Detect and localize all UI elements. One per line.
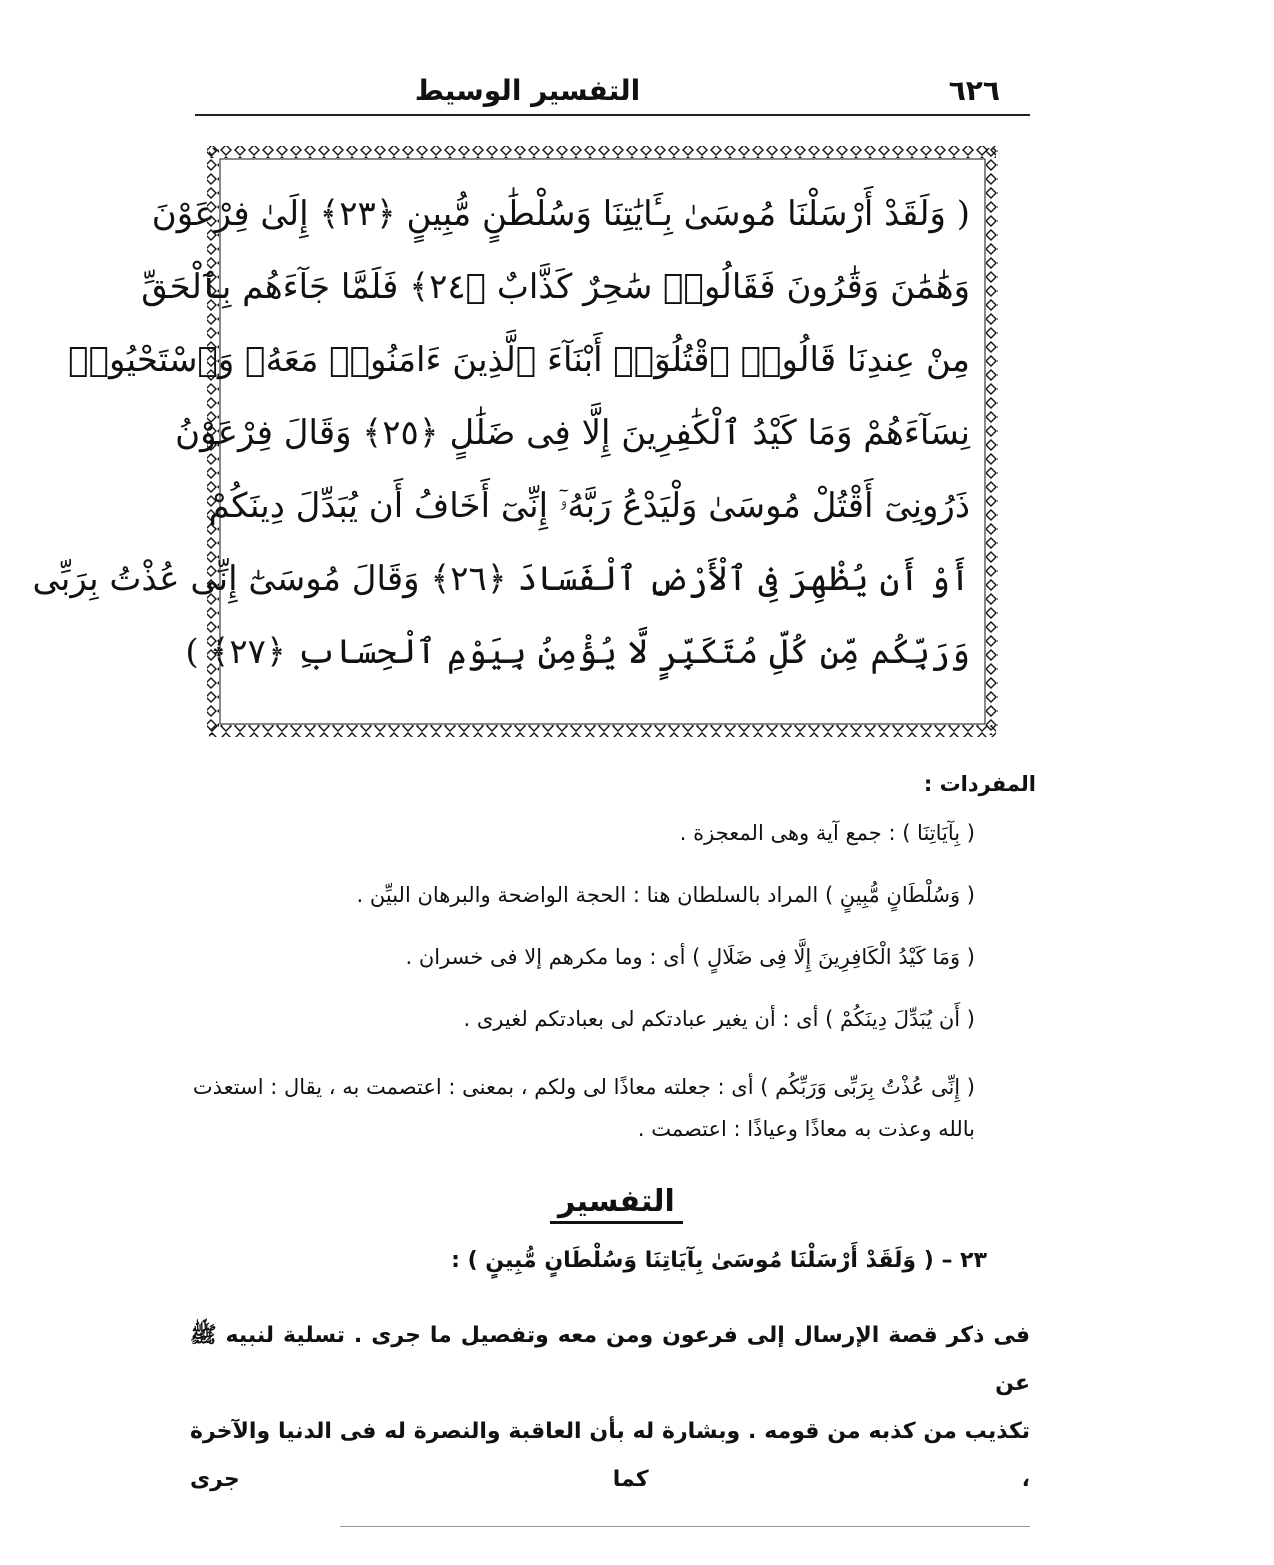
tafsir-heading: التفسير [550,1184,683,1224]
vocabulary-item: ( أَن يُبَدِّلَ دِينَكُمْ ) أى : أن يغير عبادتكم لى بعبادتكم لغيرى . [463,1007,975,1031]
verse-line: مِنْ عِندِنَا قَالُوا۟ ٱقْتُلُوٓا۟ أَبْنَآءَ ٱلَّذِينَ ءَامَنُوا۟ مَعَهُۥ وَٱسْتَحْيُوا۟ [68,340,970,380]
verse-line: وَهَٰمَٰنَ وَقَٰرُونَ فَقَالُوا۟ سَٰحِرٌ كَذَّابٌ ﴿٢٤﴾ فَلَمَّا جَآءَهُم بِٱلْحَقِّ [141,267,970,307]
tafsir-body [190,1312,1030,1504]
vocabulary-item: ( إِنِّى عُذْتُ بِرَبِّى وَرَبِّكُم ) أى : جعلته معاذًا لى ولكم ، بمعنى : اعتصمت به ، يقال : استعذت بالله وعذت به معاذًا وعياذًا : اعتصمت . [192,1075,975,1141]
verse-line: ذَرُونِىٓ أَقْتُلْ مُوسَىٰ وَلْيَدْعُ رَبَّهُۥٓ إِنِّىٓ أَخَافُ أَن يُبَدِّلَ دِينَكُمْ [208,486,970,526]
verse-line: نِسَآءَهُمْ وَمَا كَيْدُ ٱلْكَٰفِرِينَ إِلَّا فِى ضَلَٰلٍ ﴿٢٥﴾ وَقَالَ فِرْعَوْنُ [175,413,970,453]
page-header [195,68,1030,118]
verse-line: ( وَلَقَدْ أَرْسَلْنَا مُوسَىٰ بِـَٔايَٰتِنَا وَسُلْطَٰنٍ مُّبِينٍ ﴿٢٣﴾ إِلَىٰ فِرْعَوْنَ [151,194,970,234]
vocabulary-item: ( بِآيَاتِنَا ) : جمع آية وهى المعجزة . [679,821,975,845]
tafsir-body-line: تكذيب من كذبه من قومه . وبشارة له بأن العاقبة والنصرة له فى الدنيا والآخرة ، كما جرى [190,1419,1030,1492]
tafsir-verse-reference: ٢٣ – ( وَلَقَدْ أَرْسَلْنَا مُوسَىٰ بِآيَاتِنَا وَسُلْطَانٍ مُّبِينٍ ) : [451,1248,987,1273]
header-rule [195,114,1030,116]
vocabulary-heading: المفردات : [923,772,1036,796]
vocabulary-item: ( وَمَا كَيْدُ الْكَافِرِينَ إِلَّا فِى ضَلَالٍ ) أى : وما مكرهم إلا فى خسران . [405,945,975,969]
page-number: ٦٢٦ [948,74,1000,107]
running-title: التفسير الوسيط [414,74,641,107]
verse-line: أَوْ أَن يُظْهِرَ فِى ٱلْأَرْضِ ٱلْفَسَادَ ﴿٢٦﴾ وَقَالَ مُوسَىٰٓ إِنِّى عُذْتُ بِرَبِّى [32,559,970,599]
quran-verses [32,178,970,689]
vocabulary-item: ( وَسُلْطَانٍ مُّبِينٍ ) المراد بالسلطان هنا : الحجة الواضحة والبرهان البيِّن . [356,883,975,907]
tafsir-body-line: فى ذكر قصة الإرسال إلى فرعون ومن معه وتفصيل ما جرى . تسلية لنبيه ﷺ عن [190,1323,1030,1396]
vocabulary-list [190,818,1030,1156]
verse-line: وَرَبِّكُم مِّن كُلِّ مُتَكَبِّرٍ لَّا يُؤْمِنُ بِيَوْمِ ٱلْحِسَابِ ﴿٢٧﴾ ) [185,632,970,672]
verse-frame [32,144,1000,739]
footer-rule [340,1526,1030,1527]
